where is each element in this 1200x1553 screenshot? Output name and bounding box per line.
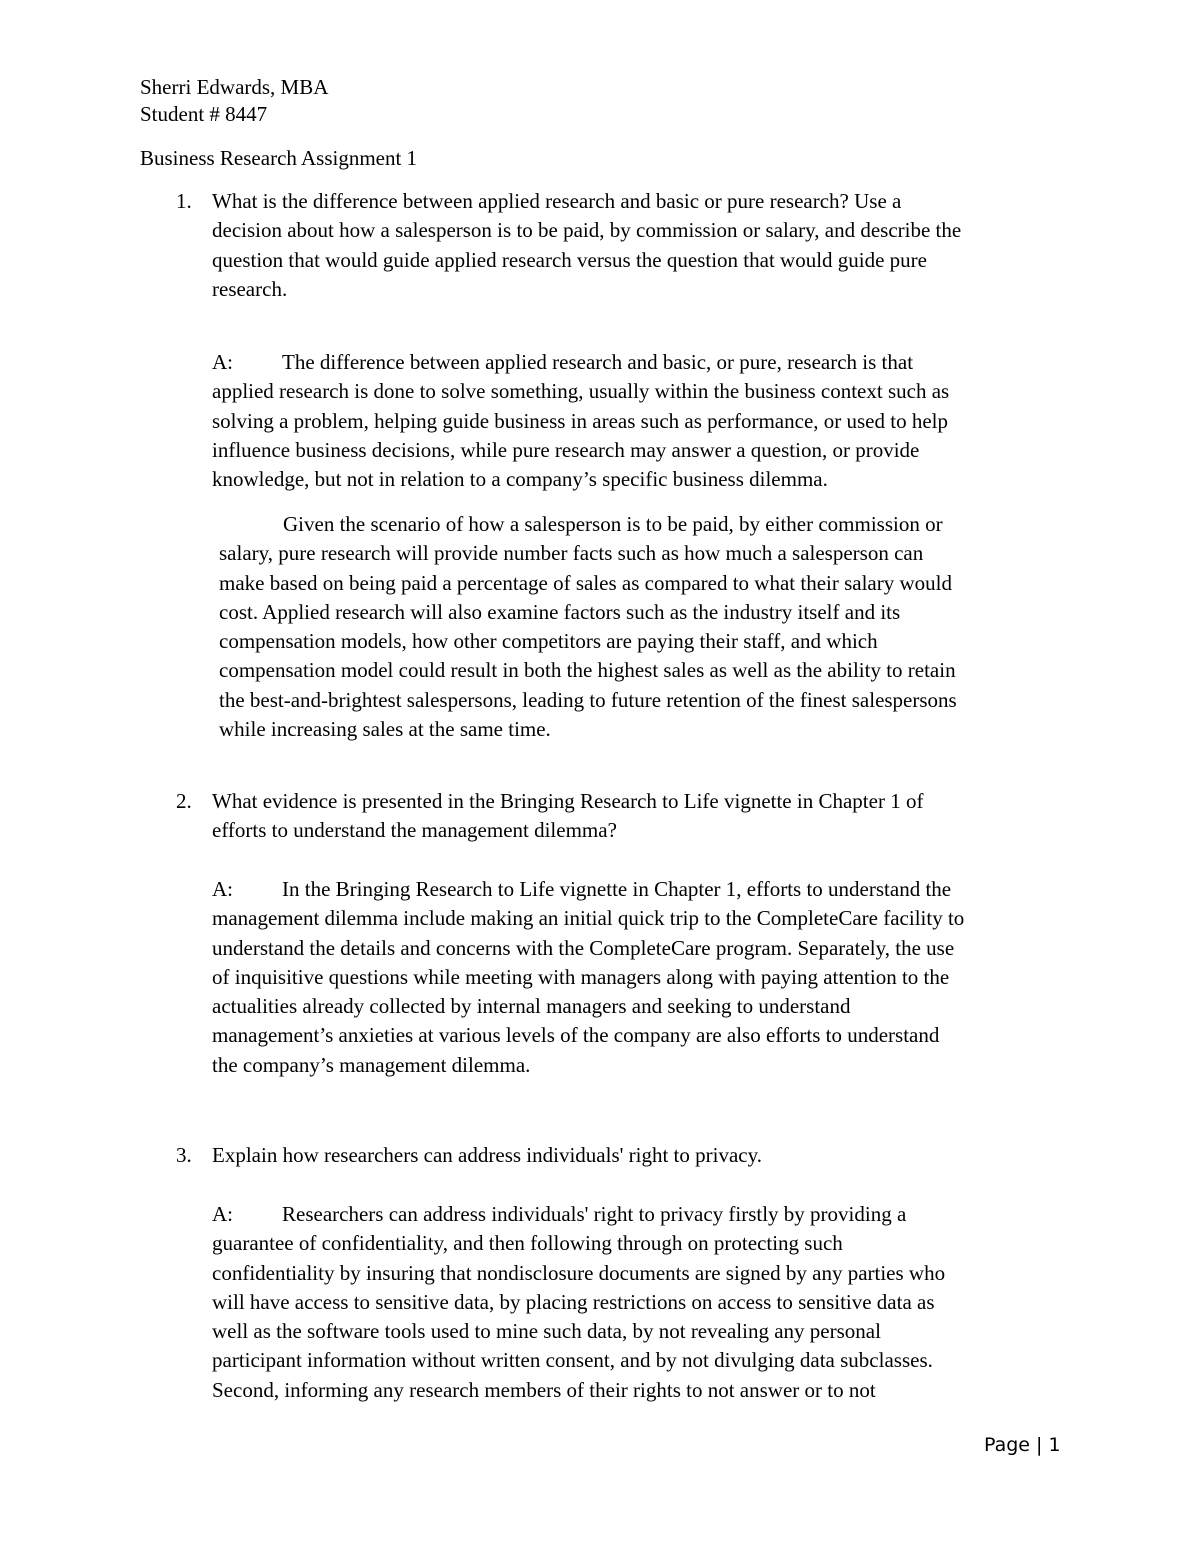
answer-line: while increasing sales at the same time. [219,717,551,742]
page-number: Page | 1 [984,1434,1061,1456]
question-text [212,1141,1072,1170]
question-line: decision about how a salesperson is to be paid, by commission or salary, and describe the [212,218,962,243]
answer-line: of inquisitive questions while meeting with managers along with paying attention to the [212,964,950,989]
question-line: Explain how researchers can address individuals' right to privacy. [212,1143,762,1167]
student-id: Student # 8447 [140,102,268,126]
answer-line: cost. Applied research will also examine factors such as the industry itself and its [219,599,901,624]
answer-line: influence business decisions, while pure research may answer a question, or provide [212,437,920,462]
answer-line: Researchers can address individuals' right to privacy firstly by providing a [282,1202,907,1226]
answer-line: The difference between applied research and basic, or pure, research is that [282,350,914,374]
question-line: research. [212,276,288,301]
question-line: What evidence is presented in the Bringing Research to Life vignette in Chapter 1 of [212,789,924,813]
question-text [212,787,1072,846]
question-line: What is the difference between applied research and basic or pure research? Use a [212,189,902,213]
answer-line: the company’s management dilemma. [212,1052,531,1077]
answer-line: the best-and-brightest salespersons, leading to future retention of the finest salespersons [219,687,957,712]
answer-label: A: [212,877,233,901]
answer-line: confidentiality by insuring that nondisclosure documents are signed by any parties who [212,1260,946,1285]
assignment-title: Business Research Assignment 1 [140,146,418,170]
answer-line: salary, pure research will provide number facts such as how much a salesperson can [219,541,924,566]
question-number: 3. [176,1143,192,1167]
answer-line: compensation model could result in both the highest sales as well as the ability to retain [219,658,956,683]
answer-label: A: [212,1202,233,1226]
answer-line: participant information without written consent, and by not divulging data subclasses. [212,1348,933,1373]
answer-paragraph [219,510,1079,744]
answer-line: guarantee of confidentiality, and then following through on protecting such [212,1231,843,1256]
answer-line: knowledge, but not in relation to a company’s specific business dilemma. [212,467,828,492]
answer-line: Given the scenario of how a salesperson is to be paid, by either commission or [283,512,943,536]
answer-text [212,1200,1072,1405]
answer-line: will have access to sensitive data, by placing restrictions on access to sensitive data as [212,1289,935,1314]
answer-line: management’s anxieties at various levels of the company are also efforts to understand [212,1023,940,1048]
question-number: 2. [176,789,192,813]
answer-line: understand the details and concerns with the CompleteCare program. Separately, the use [212,935,955,960]
answer-line: actualities already collected by internal managers and seeking to understand [212,994,851,1019]
answer-label: A: [212,350,233,374]
question-text [212,187,1072,304]
answer-line: Second, informing any research members of their rights to not answer or to not [212,1377,876,1402]
answer-line: In the Bringing Research to Life vignette in Chapter 1, efforts to understand the [282,877,952,901]
answer-line: solving a problem, helping guide business in areas such as performance, or used to help [212,408,948,433]
answer-text [212,875,1072,1080]
answer-line: well as the software tools used to mine such data, by not revealing any personal [212,1319,881,1344]
answer-line: make based on being paid a percentage of sales as compared to what their salary would [219,570,952,595]
question-line: efforts to understand the management dilemma? [212,818,617,843]
answer-line: applied research is done to solve something, usually within the business context such as [212,379,950,404]
question-line: question that would guide applied research versus the question that would guide pure [212,247,927,272]
author-name: Sherri Edwards, MBA [140,75,329,99]
question-number: 1. [176,189,192,213]
answer-line: compensation models, how other competitors are paying their staff, and which [219,629,878,654]
answer-line: management dilemma include making an initial quick trip to the CompleteCare facility to [212,906,965,931]
answer-text [212,348,1072,494]
